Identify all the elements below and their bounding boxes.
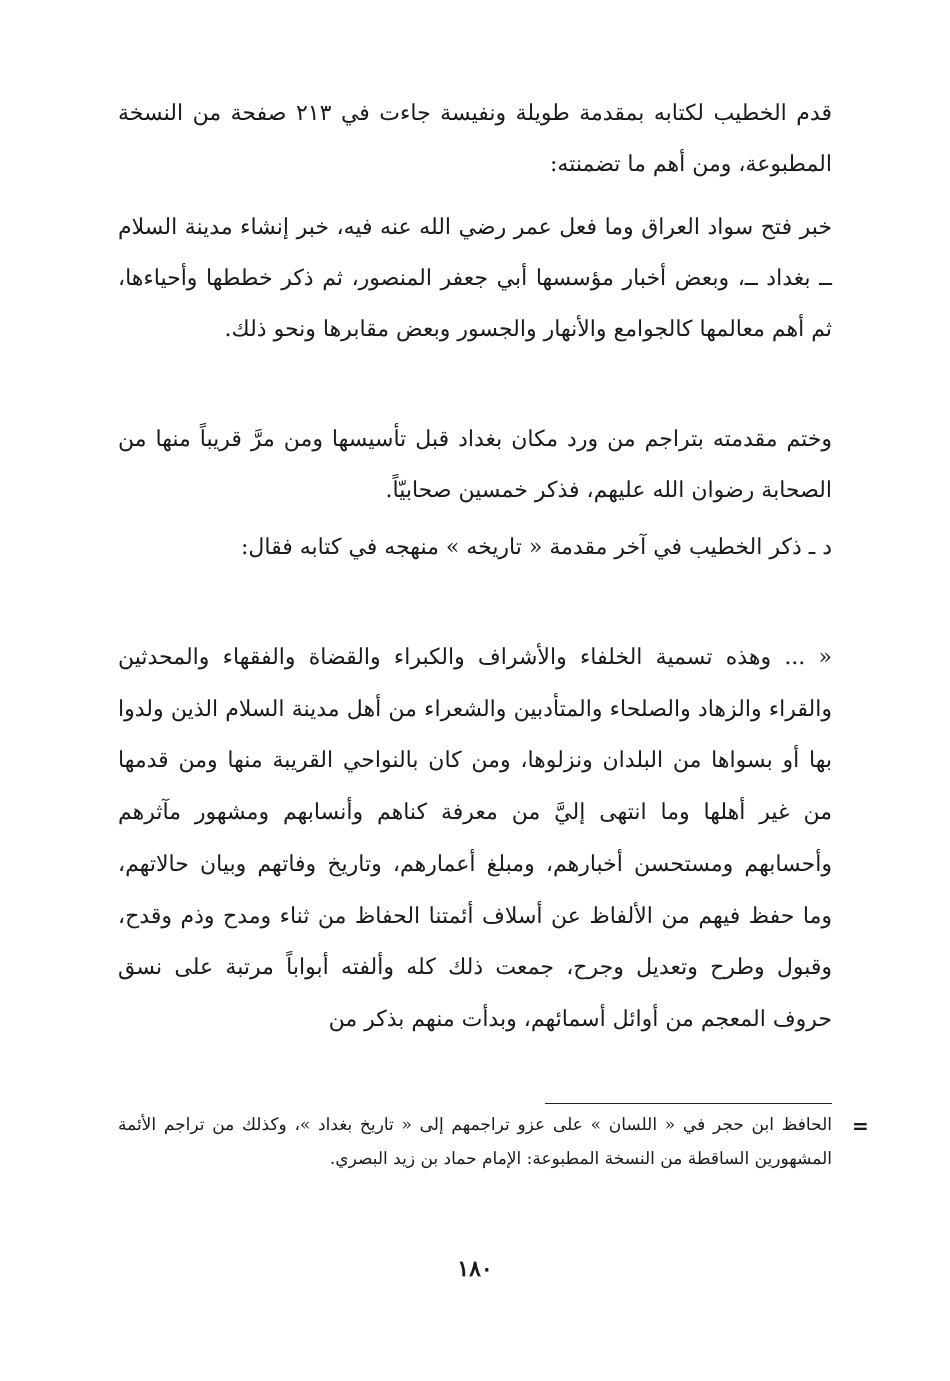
body-paragraph-intro: قدم الخطيب لكتابه بمقدمة طويلة ونفيسة جاءت في ٢١٣ صفحة من النسخة المطبوعة، ومن أهم ما تضمنته: bbox=[118, 101, 832, 177]
footnote-continuation-mark: = bbox=[852, 1114, 869, 1138]
footnote-divider bbox=[545, 1103, 832, 1104]
page-number: ١٨٠ bbox=[457, 1256, 493, 1282]
body-paragraph-closing: وختم مقدمته بتراجم من ورد مكان بغداد قبل تأسيسها ومن مرَّ قريباً منها من الصحابة رضوان الله عليهم، فذكر خمسين صحابيّاً. bbox=[118, 427, 832, 503]
body-paragraph-method: د ـ ذكر الخطيب في آخر مقدمة « تاريخه » منهجه في كتابه فقال: bbox=[241, 535, 832, 560]
body-paragraph-quotation: « ... وهذه تسمية الخلفاء والأشراف والكبراء والقضاة والفقهاء والمحدثين والقراء والزهاد والصلحاء والمتأدبين والشعراء من أهل مدينة السلام الذين ولدوا بها أو بسواها من البلدان ونزلوها، ومن كان بالنواحي القريبة منها ومن قدمها من غير أهلها وما انتهى إليَّ من معرفة كناهم وأنسابهم ومشهور مآثرهم وأحسابهم ومستحسن أخبارهم، ومبلغ أعمارهم، وتاريخ وفاتهم وبيان حالاتهم، وما حفظ فيهم من الألفاظ عن أسلاف أئمتنا الحفاظ من ثناء ومدح وذم وقدح، وقبول وطرح وتعديل وجرح، جمعت ذلك كله وألفته أبواباً مرتبة على نسق حروف المعجم من أوائل أسمائهم، وبدأت منهم بذكر من bbox=[118, 645, 832, 1032]
body-paragraph-contents: خبر فتح سواد العراق وما فعل عمر رضي الله عنه فيه، خبر إنشاء مدينة السلام ــ بغداد ــ، وبعض أخبار مؤسسها أبي جعفر المنصور، ثم ذكر خططها وأحياءها، ثم أهم معالمها كالجوامع والأنهار والجسور وبعض مقابرها ونحو ذلك. bbox=[118, 215, 832, 342]
footnote-text: الحافظ ابن حجر في « اللسان » على عزو تراجمهم إلى « تاريخ بغداد »، وكذلك من تراجم الأئمة المشهورين الساقطة من النسخة المطبوعة: الإمام حماد بن زيد البصري. bbox=[118, 1115, 832, 1169]
